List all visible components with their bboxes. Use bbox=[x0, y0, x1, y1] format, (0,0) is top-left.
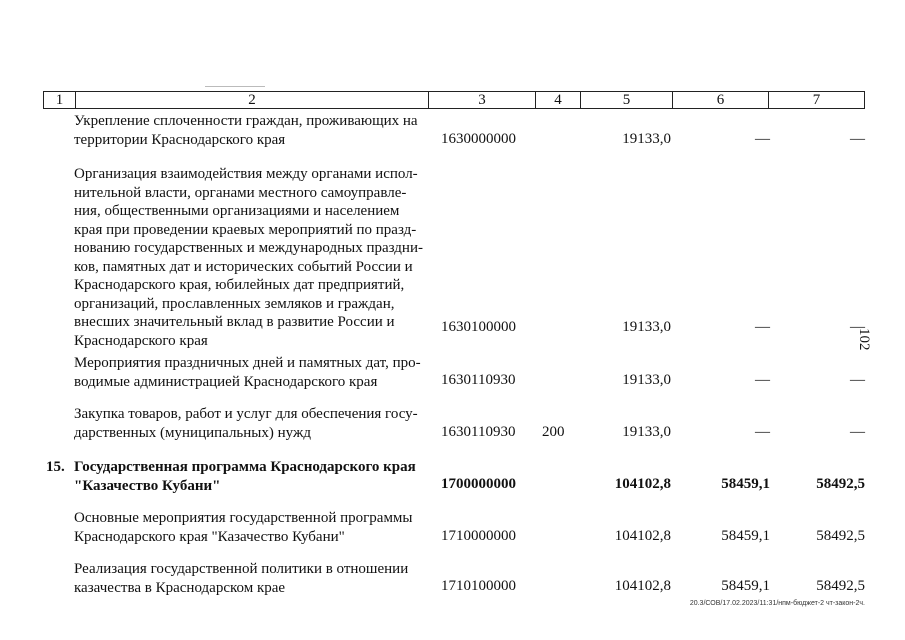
row-value-6: — bbox=[755, 424, 770, 440]
row-description: Реализация государственной политики в отношении казачества в Краснодарском крае bbox=[74, 561, 409, 596]
row-value-5: 19133,0 bbox=[622, 131, 671, 147]
row-value-7: — bbox=[850, 131, 865, 147]
row-value-7: — bbox=[850, 424, 865, 440]
row-expense-type: 200 bbox=[542, 424, 565, 440]
header-col-6: 6 bbox=[716, 92, 725, 108]
row-value-5: 19133,0 bbox=[622, 372, 671, 388]
row-code: 1710100000 bbox=[441, 578, 516, 594]
row-description: Закупка товаров, работ и услуг для обеспечения госу- дарственных (муниципальных) нужд bbox=[74, 406, 418, 441]
row-description: Основные мероприятия государственной программы Краснодарского края "Казачество Кубани" bbox=[74, 510, 413, 545]
header-col-4: 4 bbox=[554, 92, 562, 108]
row-code: 1630000000 bbox=[441, 131, 516, 147]
row-code: 1700000000 bbox=[441, 476, 516, 492]
row-value-7: 58492,5 bbox=[816, 528, 865, 544]
row-number: 15. bbox=[46, 459, 65, 475]
header-col-7: 7 bbox=[812, 92, 821, 108]
header-col-2: 2 bbox=[248, 92, 256, 108]
scan-artifact bbox=[205, 86, 265, 87]
row-value-7: 58492,5 bbox=[816, 476, 865, 492]
row-code: 1630100000 bbox=[441, 319, 516, 335]
row-description: Государственная программа Краснодарского края "Казачество Кубани" bbox=[74, 459, 416, 494]
row-value-7: — bbox=[850, 372, 865, 388]
header-col-3: 3 bbox=[478, 92, 486, 108]
header-col-1: 1 bbox=[55, 92, 64, 108]
row-code: 1630110930 bbox=[441, 372, 516, 388]
row-description: Укрепление сплоченности граждан, проживающих на территории Краснодарского края bbox=[74, 113, 418, 148]
row-value-6: — bbox=[755, 319, 770, 335]
row-value-5: 104102,8 bbox=[614, 528, 671, 544]
row-value-6: 58459,1 bbox=[721, 578, 770, 594]
row-description: Организация взаимодействия между органами испол- нительной власти, органами местного самоуправле- ния, общественными организациями и населением края при проведении краевых мероприятий по празд- нованию государственных и международных праздни- ков, памятных дат и исторических событий России и Краснодарского края, юбилейных дат предприятий, организаций, прославленных земляков и граждан, внесших значительный вклад в развитие России и Краснодарского края bbox=[74, 166, 423, 349]
row-value-6: 58459,1 bbox=[721, 476, 770, 492]
page-number: 102 bbox=[856, 328, 872, 351]
row-description: Мероприятия праздничных дней и памятных дат, про- водимые администрацией Краснодарского края bbox=[74, 355, 421, 390]
row-code: 1630110930 bbox=[441, 424, 516, 440]
row-code: 1710000000 bbox=[441, 528, 516, 544]
row-value-5: 19133,0 bbox=[622, 424, 671, 440]
row-value-6: 58459,1 bbox=[721, 528, 770, 544]
row-value-6: — bbox=[755, 372, 770, 388]
table-header bbox=[43, 91, 865, 109]
row-value-5: 104102,8 bbox=[614, 578, 671, 594]
header-col-5: 5 bbox=[622, 92, 631, 108]
footer-code: 20.3/СОВ/17.02.2023/11:31/нпм-бюджет-2 чт-закон-2ч. bbox=[689, 600, 865, 607]
row-value-7: 58492,5 bbox=[816, 578, 865, 594]
row-value-5: 104102,8 bbox=[614, 476, 671, 492]
row-value-5: 19133,0 bbox=[622, 319, 671, 335]
row-value-6: — bbox=[755, 131, 770, 147]
row-value-7: — bbox=[850, 319, 865, 335]
